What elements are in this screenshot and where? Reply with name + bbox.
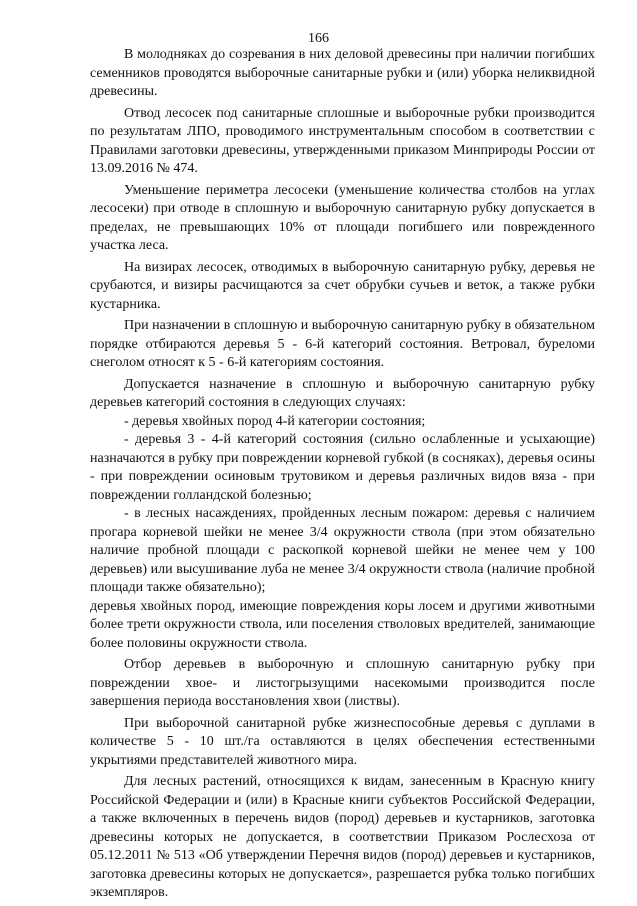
list-item-bark-damage: деревья хвойных пород, имеющие повреждения коры лосем и другими животными более трети окружности ствола, или поселения стволовых вредителей, занимающие более половины окружности ствола.: [90, 598, 595, 651]
paragraph-young-stands: В молодняках до созревания в них деловой древесины при наличии погибших семенников проводятся выборочные санитарные рубки и (или) уборка неликвидной древесины.: [90, 47, 595, 99]
paragraph-mandatory-selection: При назначении в сплошную и выборочную санитарную рубку в обязательном порядке отбираются деревья 5 - 6-й категорий состояния. Ветровал, буреломи снеголом относят к 5 - 6-й категориям состояния.: [90, 318, 595, 370]
document-body: [90, 46, 595, 906]
paragraph-sightlines: На визирах лесосек, отводимых в выборочную санитарную рубку, деревья не срубаются, и визиры расчищаются за счет обрубки сучьев и веток, а также рубки кустарника.: [90, 259, 595, 312]
page-number: 166: [308, 31, 329, 46]
paragraph-cutting-area-allocation: Отвод лесосек под санитарные сплошные и выборочные рубки производится по результатам ЛПО, проводимого инструментальным способом в соответствии с Правилами заготовки древесины, утвержденными приказом Минприроды России от 13.09.2016 № 474.: [90, 105, 595, 176]
list-item-fire-damaged: - в лесных насаждениях, пройденных лесным пожаром: деревья с наличием прогара корневой шейки не менее 3/4 окружности ствола (при этом обязательно наличие пробной площади с раскопкой корневой шейки не менее чем у 100 деревьев) или высушивание луба не менее 3/4 окружности ствола (наличие пробной площади также обязательно);: [90, 506, 595, 595]
list-item-coniferous-category-4: - деревья хвойных пород 4-й категории состояния;: [124, 413, 426, 429]
paragraph-perimeter-reduction: Уменьшение периметра лесосеки (уменьшение количества столбов на углах лесосеки) при отводе в сплошную и выборочную санитарную рубку допускается в пределах, не превышающих 10% от площади погибшего или поврежденного участка леса.: [90, 182, 595, 253]
paragraph-allowed-cases-intro: Допускается назначение в сплошную и выборочную санитарную рубку деревьев категорий состояния в следующих случаях:: [90, 376, 595, 410]
list-item-root-fungus: - деревья 3 - 4-й категорий состояния (сильно ослабленные и усыхающие) назначаются в рубку при повреждении корневой губкой (в сосняках), деревья осины - при повреждении осиновым трутовиком и деревья различных видов вяза - при повреждении голландской болезнью;: [90, 432, 595, 503]
paragraph-hollow-trees: При выборочной санитарной рубке жизнеспособные деревья с дуплами в количестве 5 - 10 шт./га оставляются в целях обеспечения естественными укрытиями представителей животного мира.: [90, 715, 595, 768]
paragraph-insect-damage: Отбор деревьев в выборочную и сплошную санитарную рубку при повреждении хвое- и листогрызущими насекомыми производится после завершения периода восстановления хвои (листвы).: [90, 657, 595, 709]
paragraph-red-book-species: Для лесных растений, относящихся к видам, занесенным в Красную книгу Российской Федерации и (или) в Красные книги субъектов Российской Федерации, а также включенных в перечень видов (пород) деревьев и кустарников, заготовка древесины которых не допускается, в соответствии Приказом Рослесхоза от 05.12.2011 № 513 «Об утверждении Перечня видов (пород) деревьев и кустарников, заготовка древесины которых не допускается», разрешается рубка только погибших экземпляров.: [90, 774, 595, 900]
